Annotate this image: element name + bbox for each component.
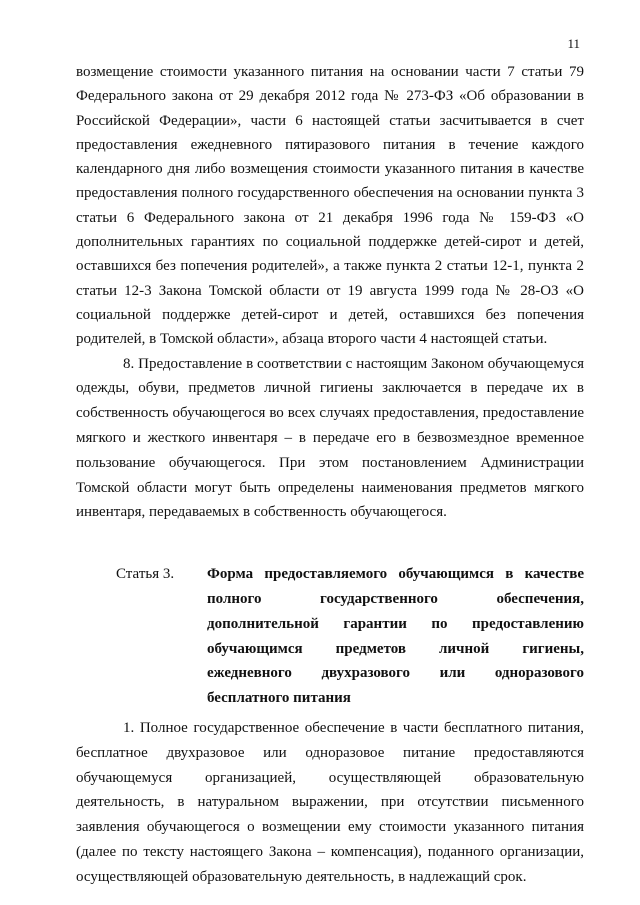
article-label: Статья 3. [116, 566, 175, 583]
page-number: 11 [567, 36, 580, 51]
article-title: Форма предоставляемого обучающимся в качестве полного государственного обеспечения, дополнительной гарантии по предоставлению обучающимся предметов личной гигиены, ежедневного двухразового или одноразового бесплатного питания [207, 566, 584, 707]
article-paragraph-1: 1. Полное государственное обеспечение в части бесплатного питания, бесплатное двухразовое или одноразовое питание предоставляются обучающемуся организацией, осуществляющей образовательную деятельность, в натуральном выражении, при отсутствии письменного заявления обучающегося о возмещении ему стоимости указанного питания (далее по тексту настоящего Закона – компенсация), поданного организации, осуществляющей образовательную деятельность, в надлежащий срок. [76, 719, 584, 885]
paragraph-8: 8. Предоставление в соответствии с настоящим Законом обучающемуся одежды, обуви, предметов личной гигиены заключается в передаче их в собственность обучающегося во всех случаях предоставления, предоставление мягкого и жесткого инвентаря – в передаче его в безвозмездное временное пользование обучающегося. При этом постановлением Администрации Томской области могут быть определены наименования предметов мягкого инвентаря, передаваемых в собственность обучающегося. [76, 355, 584, 521]
paragraph-continued: возмещение стоимости указанного питания на основании части 7 статьи 79 Федерального закона от 29 декабря 2012 года № 273-ФЗ «Об образовании в Российской Федерации», части 6 настоящей статьи засчитывается в счет предоставления ежедневного пятиразового питания в течение каждого календарного дня либо возмещения стоимости указанного питания в качестве предоставления полного государственного обеспечения на основании пункта 3 статьи 6 Федерального закона от 21 декабря 1996 года № 159-ФЗ «О дополнительных гарантиях по социальной поддержке детей-сирот и детей, оставшихся без попечения родителей», а также пункта 2 статьи 12-1, пункта 2 статьи 12-3 Закона Томской области от 19 августа 1999 года № 28-ОЗ «О социальной поддержке детей-сирот и детей, оставшихся без попечения родителей, в Томской области», абзаца второго части 4 настоящей статьи. [76, 64, 584, 348]
article-heading [116, 562, 584, 711]
page-content [76, 60, 584, 890]
